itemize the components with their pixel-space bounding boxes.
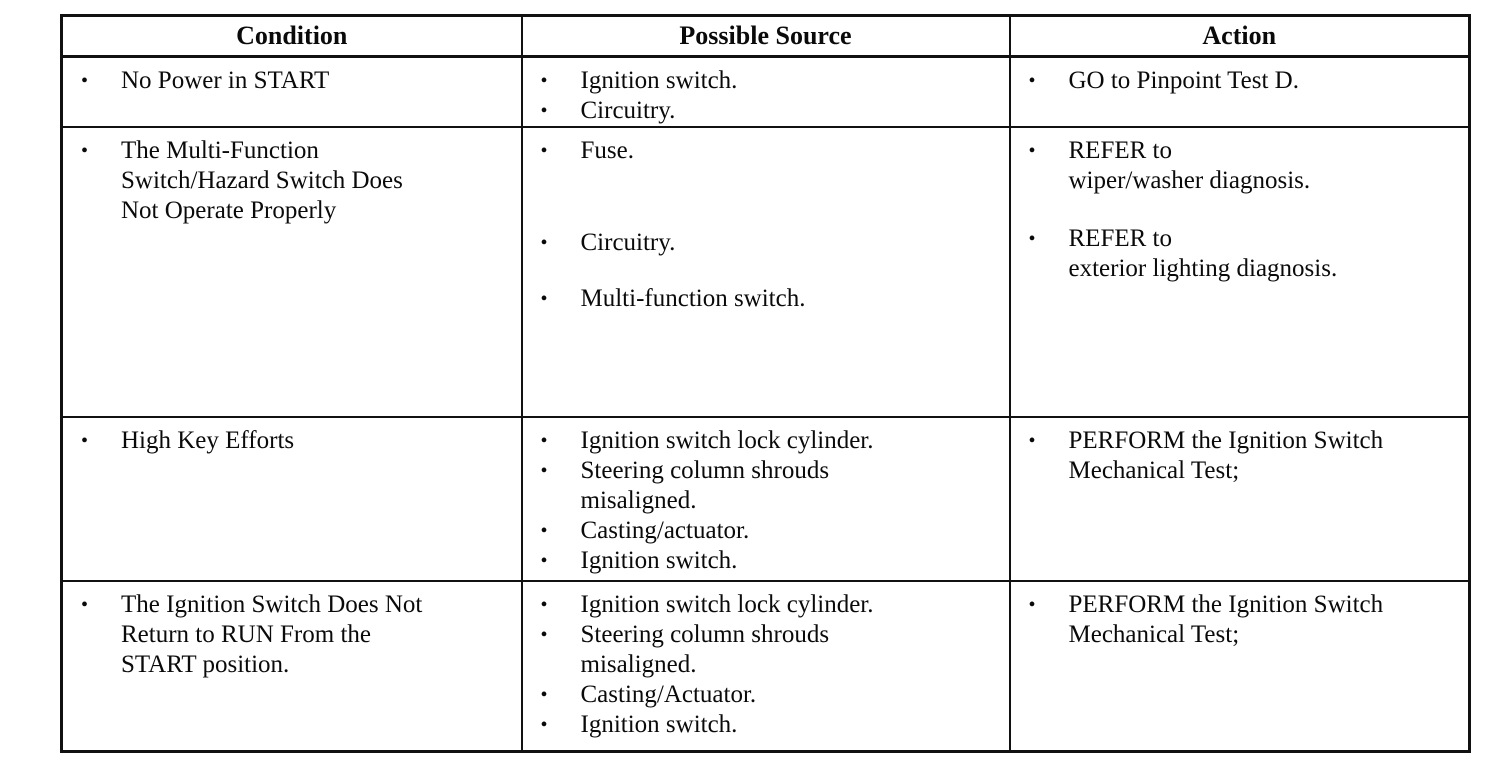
header-row (62, 16, 1470, 57)
diagnosis-table (60, 14, 1471, 753)
action-item: • GO to Pinpoint Test D. (1011, 66, 1469, 96)
source-item: • Steering column shrouds misaligned. (523, 456, 1009, 516)
header-action: Action (1010, 16, 1470, 57)
condition-text: • The Multi-Function Switch/Hazard Switch Does Not Operate Properly (63, 136, 521, 226)
source-item: • Fuse. (523, 136, 1009, 166)
source-cell (522, 417, 1010, 581)
header-condition: Condition (62, 16, 522, 57)
source-item: • Ignition switch lock cylinder. (523, 590, 1009, 620)
action-item: • PERFORM the Ignition Switch Mechanical Test; (1011, 590, 1469, 650)
header-possible-source: Possible Source (522, 16, 1010, 57)
condition-cell (62, 581, 522, 751)
action-cell (1010, 417, 1470, 581)
action-cell (1010, 581, 1470, 751)
source-item: • Circuitry. (523, 228, 1009, 258)
action-cell (1010, 127, 1470, 417)
source-item: • Casting/actuator. (523, 516, 1009, 546)
source-item: • Multi-function switch. (523, 284, 1009, 314)
source-item: • Circuitry. (523, 96, 1009, 126)
source-cell (522, 581, 1010, 751)
table-row (62, 581, 1470, 751)
table-row (62, 57, 1470, 128)
source-cell (522, 57, 1010, 128)
table-row (62, 127, 1470, 417)
source-item: • Steering column shrouds misaligned. (523, 620, 1009, 680)
source-item: • Casting/Actuator. (523, 680, 1009, 710)
condition-text: • The Ignition Switch Does Not Return to RUN From the START position. (63, 590, 521, 680)
source-item: • Ignition switch. (523, 710, 1009, 740)
table-row (62, 417, 1470, 581)
condition-cell (62, 127, 522, 417)
action-item: • REFER to wiper/washer diagnosis. (1011, 136, 1469, 196)
condition-text: • No Power in START (63, 66, 521, 96)
action-item: • PERFORM the Ignition Switch Mechanical Test; (1011, 426, 1469, 486)
source-item: • Ignition switch lock cylinder. (523, 426, 1009, 456)
source-cell (522, 127, 1010, 417)
condition-cell (62, 57, 522, 128)
action-item: • REFER to exterior lighting diagnosis. (1011, 224, 1469, 284)
source-item: • Ignition switch. (523, 546, 1009, 576)
condition-cell (62, 417, 522, 581)
source-item: • Ignition switch. (523, 66, 1009, 96)
condition-text: • High Key Efforts (63, 426, 521, 456)
action-cell (1010, 57, 1470, 128)
